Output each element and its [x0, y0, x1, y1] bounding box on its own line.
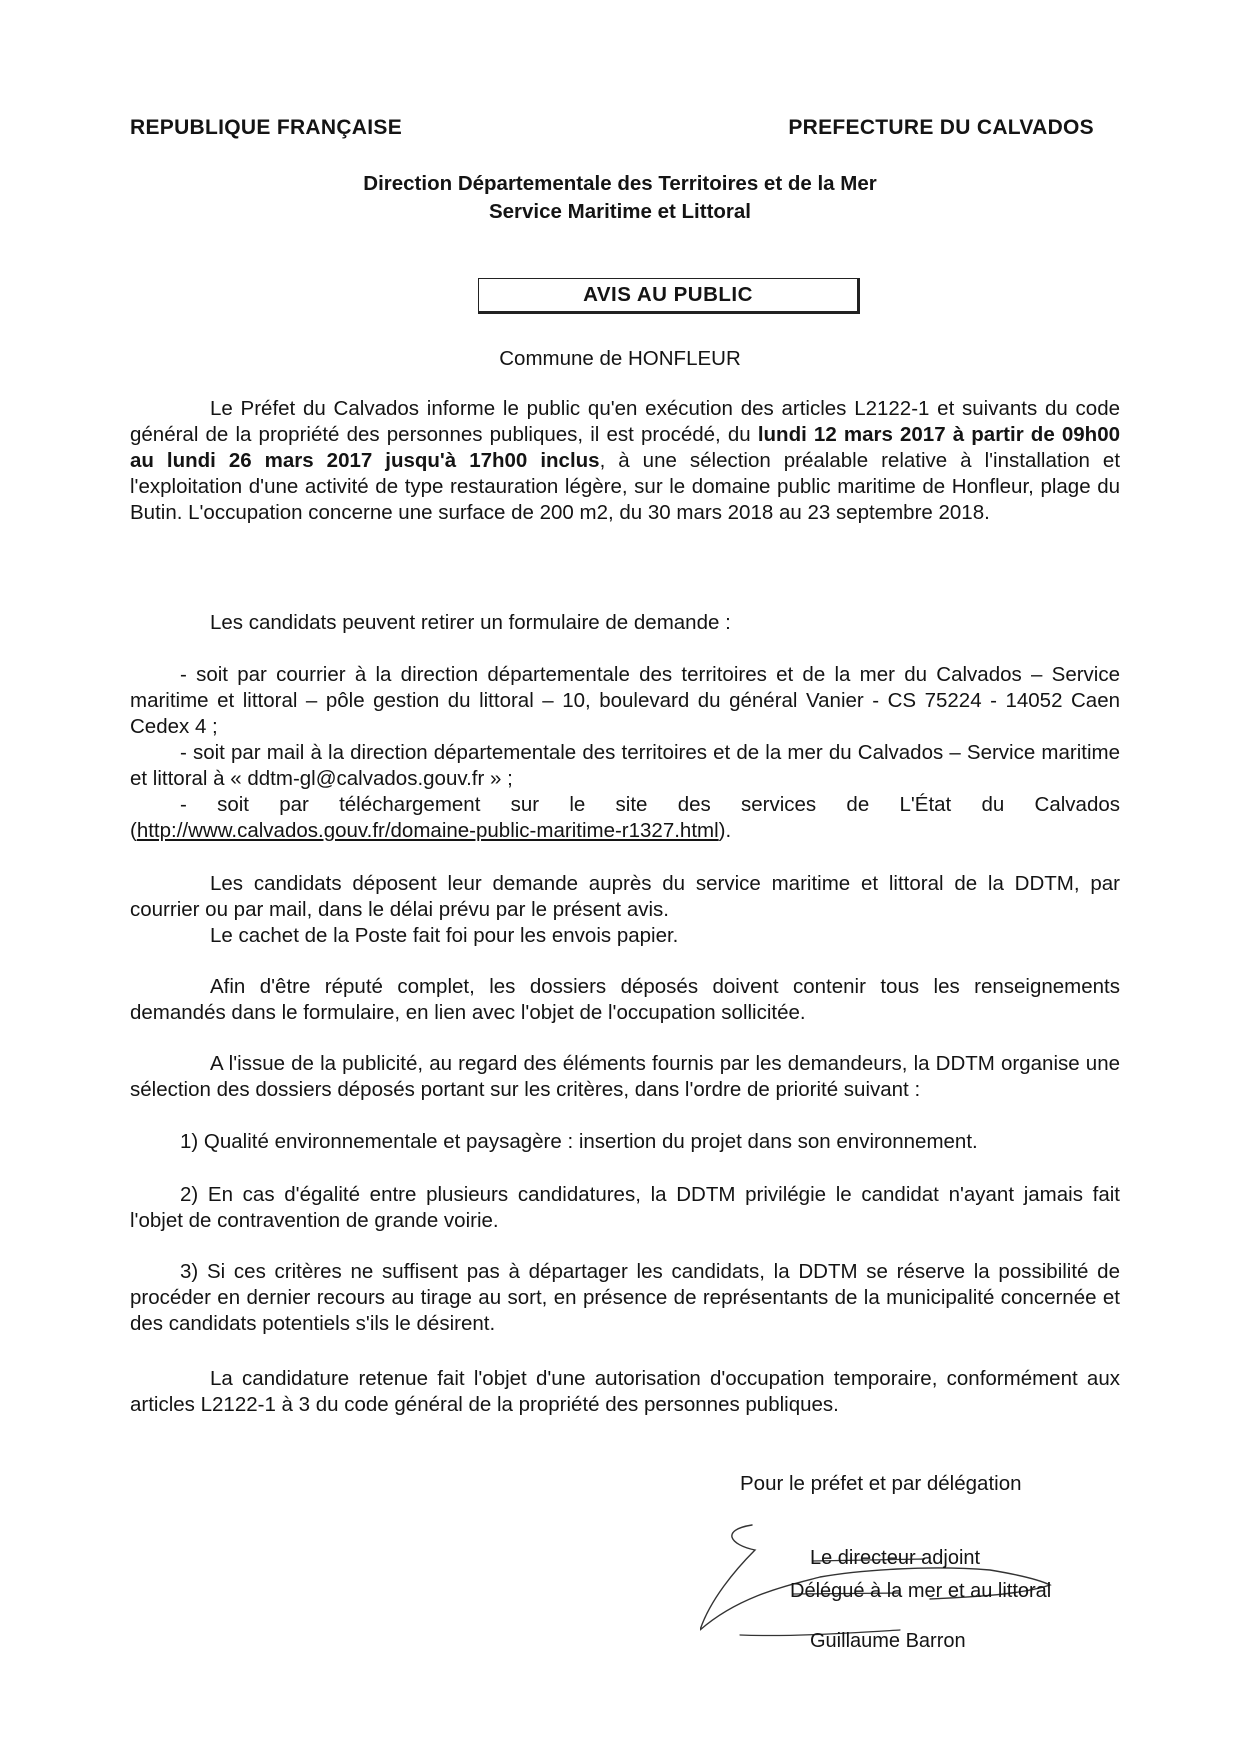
- criterion-3: [130, 1259, 1120, 1337]
- commune-heading: Commune de HONFLEUR: [499, 347, 741, 370]
- completeness-text: Afin d'être réputé complet, les dossiers déposés doivent contenir tous les renseignements demandés dans le formulaire, en lien avec l'objet de l'occupation sollicitée.: [130, 975, 1120, 1024]
- criterion-2-text: 2) En cas d'égalité entre plusieurs candidatures, la DDTM privilégie le candidat n'ayant jamais fait l'objet de contravention de grande voirie.: [130, 1183, 1120, 1232]
- delegation-line: Pour le préfet et par délégation: [740, 1472, 1022, 1495]
- criterion-1: [130, 1129, 1120, 1155]
- republic-header: REPUBLIQUE FRANÇAISE: [130, 116, 403, 139]
- intro-text-2: , à une sélection préalable relative à l'installation et l'exploitation d'une activité de type restauration légère, sur le domaine public maritime de Honfleur, plage du Butin. L'occupation concerne une surface de 200 m2, du 30 mars 2018 au 23 septembre 2018.: [130, 449, 1121, 524]
- options-list: [130, 662, 1120, 844]
- criterion-2: [130, 1182, 1120, 1234]
- intro-paragraph: [130, 396, 1120, 526]
- intro-dates: lundi 12 mars 2017 à partir de 09h00 au lundi 26 mars 2017 jusqu'à 17h00 inclus: [130, 423, 1120, 472]
- candidates-intro: [130, 610, 1120, 636]
- option-download-text: - soit par téléchargement sur le site des services de L'État du Calvados (: [130, 793, 1120, 842]
- notice-title: AVIS AU PUBLIC: [583, 283, 753, 306]
- criterion-1-text: 1) Qualité environnementale et paysagère : insertion du projet dans son environnement.: [180, 1130, 978, 1153]
- intro-text-1: Le Préfet du Calvados informe le public qu'en exécution des articles L2122-1 et suivants du code général de la propriété des personnes publiques, il est procédé, du: [130, 397, 1120, 446]
- conclusion-text: La candidature retenue fait l'objet d'une autorisation d'occupation temporaire, conformément aux articles L2122-1 à 3 du code général de la propriété des personnes publiques.: [130, 1367, 1120, 1416]
- option-courrier: - soit par courrier à la direction départementale des territoires et de la mer du Calvados – Service maritime et littoral – pôle gestion du littoral – 10, boulevard du général Vanier - CS 75224 - 14052 Caen Cedex 4 ;: [130, 663, 1120, 738]
- prefecture-website-link[interactable]: http://www.calvados.gouv.fr/domaine-public-maritime-r1327.html: [136, 819, 719, 842]
- prefecture-header: PREFECTURE DU CALVADOS: [788, 116, 1094, 139]
- option-download-end: ).: [718, 819, 732, 842]
- signatory-name: Guillaume Barron: [810, 1630, 966, 1652]
- service-name: Service Maritime et Littoral: [488, 200, 752, 223]
- signatory-title-1: Le directeur adjoint: [810, 1547, 981, 1569]
- direction-name: Direction Départementale des Territoires et de la Mer: [363, 172, 877, 195]
- selection-paragraph: [130, 1051, 1120, 1103]
- completeness-paragraph: [130, 974, 1120, 1026]
- option-download: [130, 792, 1120, 844]
- notice-title-box: [478, 278, 860, 314]
- signatory-title-2: Délégué à la mer et au littoral: [790, 1580, 1052, 1602]
- option-mail: - soit par mail à la direction départementale des territoires et de la mer du Calvados – Service maritime et littoral à « ddtm-gl@calvados.gouv.fr » ;: [130, 741, 1120, 790]
- deposit-text: Les candidats déposent leur demande auprès du service maritime et littoral de la DDTM, par courrier ou par mail, dans le délai prévu par le présent avis.: [130, 872, 1120, 921]
- selection-text: A l'issue de la publicité, au regard des éléments fournis par les demandeurs, la DDTM organise une sélection des dossiers déposés portant sur les critères, dans l'ordre de priorité suivant :: [130, 1052, 1120, 1101]
- conclusion-paragraph: [130, 1366, 1120, 1418]
- deposit-paragraph: [130, 871, 1120, 949]
- candidates-intro-text: Les candidats peuvent retirer un formulaire de demande :: [210, 611, 731, 634]
- criterion-3-text: 3) Si ces critères ne suffisent pas à départager les candidats, la DDTM se réserve la possibilité de procéder en dernier recours au tirage au sort, en présence de représentants de la municipalité concernée et des candidats potentiels s'ils le désirent.: [130, 1260, 1120, 1335]
- postmark-text: Le cachet de la Poste fait foi pour les envois papier.: [210, 924, 679, 947]
- direction-block: [0, 170, 1240, 226]
